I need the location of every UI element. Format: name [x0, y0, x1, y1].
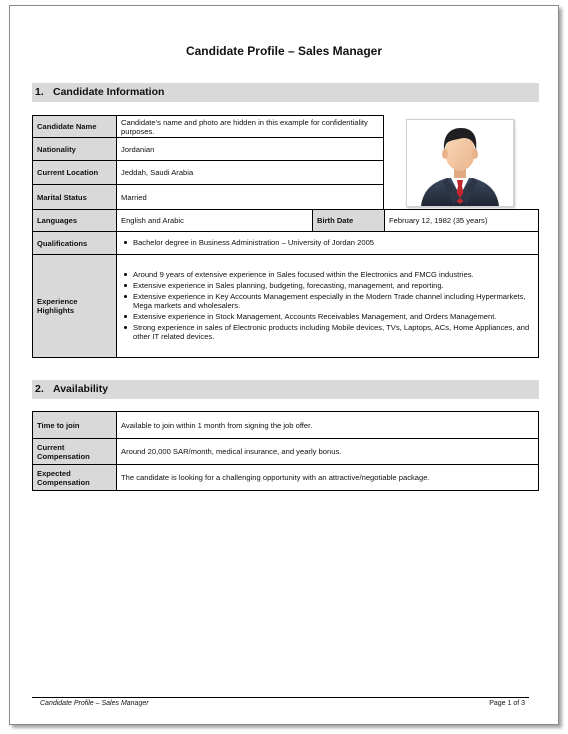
list-item: Extensive experience in Key Accounts Management especially in the Modern Trade channel including Hypermarkets, Mega markets and wholesalers. — [121, 292, 534, 310]
document-title: Candidate Profile – Sales Manager — [185, 44, 383, 58]
qualifications-value — [117, 232, 539, 255]
row-label: Time to join — [33, 412, 117, 439]
row-label: Birth Date — [313, 210, 385, 232]
section-title: Availability — [53, 383, 109, 395]
table-row — [33, 412, 539, 439]
table-row — [33, 138, 384, 161]
candidate-info-table-bottom — [32, 209, 539, 358]
section-title: Candidate Information — [53, 86, 165, 98]
row-label: Qualifications — [33, 232, 117, 255]
section-heading-candidate-information — [32, 83, 539, 102]
table-row — [33, 439, 539, 465]
current-location-value: Jeddah, Saudi Arabia — [117, 161, 384, 185]
table-row — [33, 185, 384, 210]
footer-divider — [32, 697, 529, 698]
table-row — [33, 255, 539, 358]
table-row — [33, 161, 384, 185]
table-row — [33, 210, 539, 232]
list-item: Extensive experience in Stock Management, Accounts Receivables Management, and Orders Management. — [121, 312, 534, 321]
list-item: Around 9 years of extensive experience in Sales focused within the Electronics and FMCG industries. — [121, 270, 534, 279]
row-label: Current Location — [33, 161, 117, 185]
experience-highlights-value — [117, 255, 539, 358]
candidate-info-table-top — [32, 115, 384, 210]
row-label: Current Compensation — [33, 439, 117, 465]
languages-value: English and Arabic — [117, 210, 313, 232]
row-label: Nationality — [33, 138, 117, 161]
footer-page-number: Page 1 of 3 — [489, 700, 525, 707]
table-row — [33, 116, 384, 138]
document-page — [9, 5, 559, 725]
row-label: Candidate Name — [33, 116, 117, 138]
candidate-name-value: Candidate’s name and photo are hidden in this example for confidentiality purposes. — [117, 116, 384, 138]
candidate-photo — [406, 119, 514, 207]
list-item: Bachelor degree in Business Administration – University of Jordan 2005 — [121, 238, 534, 247]
current-compensation-value: Around 20,000 SAR/month, medical insurance, and yearly bonus. — [117, 439, 539, 465]
businessman-avatar-icon — [407, 120, 513, 206]
section-number: 2. — [35, 383, 44, 395]
table-row — [33, 232, 539, 255]
time-to-join-value: Available to join within 1 month from signing the job offer. — [117, 412, 539, 439]
row-label: Languages — [33, 210, 117, 232]
section-number: 1. — [35, 86, 44, 98]
footer-document-title: Candidate Profile – Sales Manager — [40, 700, 149, 707]
expected-compensation-value: The candidate is looking for a challenging opportunity with an attractive/negotiable package. — [117, 465, 539, 491]
marital-status-value: Married — [117, 185, 384, 210]
list-item: Strong experience in sales of Electronic products including Mobile devices, TVs, Laptops, ACs, Home Appliances, and other IT related devices. — [121, 323, 534, 341]
row-label: Expected Compensation — [33, 465, 117, 491]
row-label: Marital Status — [33, 185, 117, 210]
availability-table — [32, 411, 539, 491]
section-heading-availability — [32, 380, 539, 399]
row-label: Experience Highlights — [33, 255, 117, 358]
table-row — [33, 465, 539, 491]
birth-date-value: February 12, 1982 (35 years) — [385, 210, 539, 232]
nationality-value: Jordanian — [117, 138, 384, 161]
list-item: Extensive experience in Sales planning, budgeting, forecasting, management, and reporting. — [121, 281, 534, 290]
